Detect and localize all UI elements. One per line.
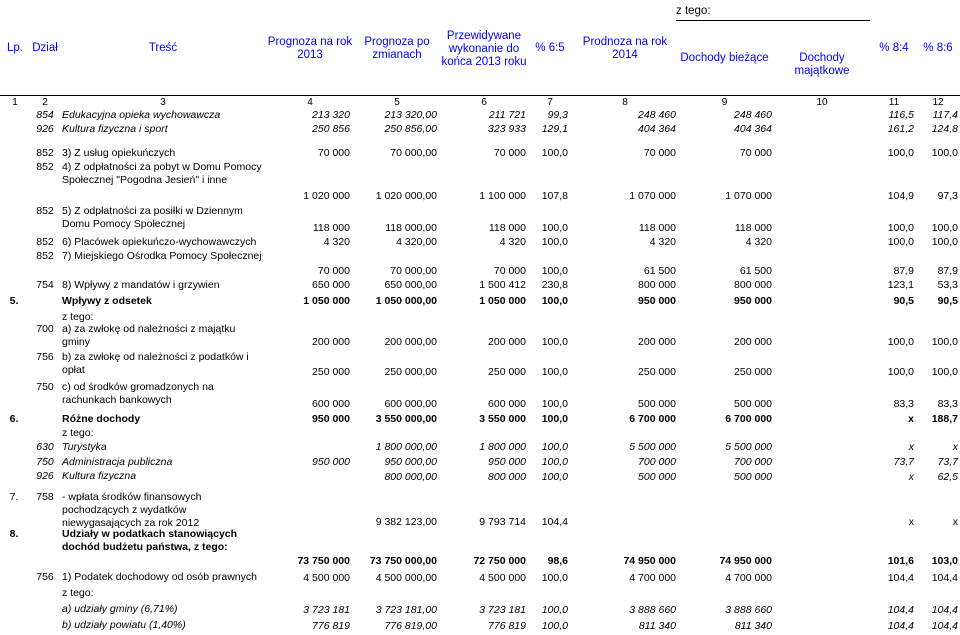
cell-v7: 100,0 <box>541 413 568 425</box>
cell-v9: 500 000 <box>734 398 772 410</box>
cell-name: Wpływy z odsetek <box>62 295 152 307</box>
cell-v4: 1 020 000 <box>303 190 350 202</box>
table-row <box>0 528 960 568</box>
cell-name: 3) Z usług opiekuńczych <box>62 147 176 159</box>
cell-v5: 3 723 181,00 <box>375 604 437 616</box>
cell-v7: 100,0 <box>541 265 568 277</box>
cell-v4: 73 750 000 <box>297 555 350 567</box>
cell-v12: 83,3 <box>937 398 958 410</box>
cell-v11: x <box>908 516 914 528</box>
cell-v7: 100,0 <box>541 604 568 616</box>
cell-name: a) za zwłokę od należności z majątku gminy <box>62 323 236 348</box>
cell-v4: 250 000 <box>312 366 350 378</box>
cell-lp: 5. <box>9 295 19 307</box>
cell-v12: 188,7 <box>931 413 958 425</box>
cell-dz: 852 <box>36 161 54 173</box>
cell-dz: 852 <box>36 205 54 217</box>
cell-v11: 87,9 <box>893 265 914 277</box>
cell-name: z tego: <box>62 587 94 599</box>
header-pct-6-5: % 6:5 <box>535 42 565 54</box>
cell-v4: 4 320 <box>323 236 350 248</box>
cell-v11: x <box>908 471 914 483</box>
header-lp: Lp. <box>7 42 23 54</box>
header-dzial: Dział <box>32 42 58 54</box>
cell-v5: 70 000,00 <box>390 265 437 277</box>
col-num: 2 <box>42 97 48 108</box>
cell-v5: 1 800 000,00 <box>375 441 437 453</box>
cell-v5: 4 500 000,00 <box>375 572 437 584</box>
cell-v5: 9 382 123,00 <box>375 516 437 528</box>
cell-v8: 250 000 <box>638 366 676 378</box>
cell-v6: 1 050 000 <box>479 295 526 307</box>
cell-v6: 4 500 000 <box>479 572 526 584</box>
cell-v8: 5 500 000 <box>629 441 676 453</box>
cell-v5: 800 000,00 <box>384 471 437 483</box>
header-dochody-biezace: Dochody bieżące <box>680 52 769 64</box>
cell-v8: 950 000 <box>638 295 676 307</box>
cell-v11: 101,6 <box>887 555 914 567</box>
cell-dz: 756 <box>36 351 54 363</box>
cell-name: Turystyka <box>62 441 107 453</box>
table-row <box>0 413 960 425</box>
cell-name: c) od środków gromadzonych na rachunkach bankowych <box>62 381 214 406</box>
cell-v5: 250 856,00 <box>384 123 437 135</box>
col-num: 11 <box>888 97 900 108</box>
table-row <box>0 323 960 349</box>
cell-v11: 73,7 <box>893 456 914 468</box>
cell-v5: 73 750 000,00 <box>369 555 437 567</box>
cell-v8: 800 000 <box>638 279 676 291</box>
cell-v9: 500 000 <box>734 471 772 483</box>
cell-v6: 118 000 <box>488 222 526 234</box>
cell-v12: 90,5 <box>937 295 958 307</box>
cell-v6: 250 000 <box>488 366 526 378</box>
cell-v9: 200 000 <box>734 336 772 348</box>
cell-v4: 213 320 <box>312 109 350 121</box>
cell-v8: 248 460 <box>638 109 676 121</box>
cell-v8: 3 888 660 <box>629 604 676 616</box>
cell-v9: 5 500 000 <box>725 441 772 453</box>
cell-v11: 100,0 <box>887 222 914 234</box>
cell-v7: 100,0 <box>541 366 568 378</box>
cell-v12: 73,7 <box>937 456 958 468</box>
table-row <box>0 456 960 468</box>
cell-v11: 104,4 <box>887 620 914 632</box>
header-z-tego: z tego: <box>676 5 711 17</box>
cell-dz: 926 <box>36 470 54 482</box>
cell-v6: 3 723 181 <box>479 604 526 616</box>
cell-v11: 116,5 <box>888 109 914 121</box>
col-num: 10 <box>816 97 828 108</box>
table-row <box>0 381 960 411</box>
table-row <box>0 311 960 323</box>
cell-v7: 104,4 <box>541 516 568 528</box>
cell-v9: 61 500 <box>739 265 772 277</box>
cell-v8: 61 500 <box>643 265 676 277</box>
cell-v6: 1 500 412 <box>479 279 526 291</box>
cell-name: Edukacyjna opieka wychowawcza <box>62 109 221 121</box>
cell-v7: 100,0 <box>541 471 568 483</box>
cell-name: 7) Miejskiego Ośrodka Pomocy Społecznej <box>62 250 262 262</box>
cell-v7: 100,0 <box>541 456 568 468</box>
header-przewidywane: Przewidywane wykonanie do końca 2013 roku <box>441 30 527 68</box>
table-header <box>0 0 960 96</box>
cell-v6: 323 933 <box>488 123 526 135</box>
cell-v6: 600 000 <box>488 398 526 410</box>
cell-name: 8) Wpływy z mandatów i grzywien <box>62 279 220 291</box>
cell-v6: 3 550 000 <box>479 413 526 425</box>
cell-v8: 4 700 000 <box>629 572 676 584</box>
cell-v8: 200 000 <box>638 336 676 348</box>
cell-v11: 90,5 <box>893 295 914 307</box>
col-num: 8 <box>622 97 628 108</box>
table-row <box>0 619 960 633</box>
cell-v5: 250 000,00 <box>384 366 437 378</box>
table-row <box>0 161 960 203</box>
cell-v5: 213 320,00 <box>384 109 437 121</box>
cell-v8: 1 070 000 <box>629 190 676 202</box>
cell-v8: 4 320 <box>649 236 676 248</box>
cell-v4: 250 856 <box>312 123 350 135</box>
cell-v12: 62,5 <box>937 471 958 483</box>
cell-v12: 104,4 <box>931 572 958 584</box>
col-num: 9 <box>721 97 728 108</box>
cell-v4: 1 050 000 <box>303 295 350 307</box>
cell-v12: 124,8 <box>931 123 958 135</box>
cell-v4: 600 000 <box>312 398 350 410</box>
cell-v12: 104,4 <box>931 620 958 632</box>
cell-dz: 750 <box>36 456 54 468</box>
cell-v9: 4 320 <box>745 236 772 248</box>
cell-v6: 1 100 000 <box>479 190 526 202</box>
cell-v11: 123,1 <box>887 279 914 291</box>
cell-v7: 100,0 <box>541 222 568 234</box>
cell-v4: 950 000 <box>312 456 350 468</box>
table-body <box>0 109 960 635</box>
table-row <box>0 123 960 135</box>
cell-v12: 100,0 <box>931 236 958 248</box>
col-num: 3 <box>160 97 166 108</box>
cell-name: Administracja publiczna <box>62 456 173 468</box>
table-row <box>0 441 960 453</box>
table-row <box>0 109 960 121</box>
header-pct-8-6: % 8:6 <box>923 42 953 54</box>
cell-v4: 118 000 <box>312 222 350 234</box>
cell-v5: 118 000,00 <box>385 222 437 234</box>
cell-name: 5) Z odpłatności za posiłki w Dziennym Domu Pomocy Społecznej <box>62 205 243 230</box>
cell-dz: 852 <box>36 236 54 248</box>
cell-v6: 1 800 000 <box>479 441 526 453</box>
col-num: 4 <box>307 97 313 108</box>
cell-v4: 3 723 181 <box>303 604 350 616</box>
cell-v7: 100,0 <box>541 147 568 159</box>
header-pct-8-4: % 8:4 <box>879 42 909 54</box>
cell-name: 6) Placówek opiekuńczo-wychowawczych <box>62 236 257 248</box>
cell-lp: 8. <box>9 528 19 540</box>
cell-v12: 103,0 <box>931 555 958 567</box>
cell-v9: 118 000 <box>734 222 772 234</box>
cell-v8: 6 700 000 <box>629 413 676 425</box>
cell-v8: 404 364 <box>638 123 676 135</box>
cell-v11: 161,2 <box>887 123 914 135</box>
table-row <box>0 470 960 484</box>
col-num: 5 <box>394 97 400 108</box>
cell-v12: 100,0 <box>931 222 958 234</box>
cell-v9: 250 000 <box>734 366 772 378</box>
cell-v7: 100,0 <box>541 336 568 348</box>
table-row <box>0 603 960 617</box>
table-row <box>0 236 960 248</box>
cell-v11: x <box>908 441 914 453</box>
cell-v8: 74 950 000 <box>623 555 676 567</box>
cell-name: Kultura fizyczna <box>62 470 137 482</box>
cell-v11: 100,0 <box>887 336 914 348</box>
cell-name: z tego: <box>62 427 94 439</box>
cell-v4: 70 000 <box>317 147 350 159</box>
cell-v7: 100,0 <box>541 620 568 632</box>
cell-v12: 104,4 <box>931 604 958 616</box>
cell-name: Kultura fizyczna i sport <box>62 123 168 135</box>
cell-v8: 811 340 <box>638 620 676 632</box>
cell-v4: 950 000 <box>312 413 350 425</box>
table-row <box>0 427 960 439</box>
table-row <box>0 491 960 529</box>
header-prognoza-2013: Prognoza na rok 2013 <box>267 36 353 61</box>
cell-v9: 404 364 <box>734 123 772 135</box>
col-num: 1 <box>12 97 18 108</box>
cell-v5: 70 000,00 <box>390 147 437 159</box>
cell-v4: 776 819 <box>312 620 350 632</box>
cell-v11: 100,0 <box>887 366 914 378</box>
cell-v9: 811 340 <box>734 620 772 632</box>
cell-v7: 100,0 <box>541 441 568 453</box>
cell-v7: 100,0 <box>541 398 568 410</box>
cell-v7: 98,6 <box>547 555 568 567</box>
cell-dz: 854 <box>36 109 54 121</box>
cell-dz: 630 <box>36 441 54 453</box>
cell-v11: x <box>908 413 914 425</box>
cell-v9: 950 000 <box>734 295 772 307</box>
cell-v5: 3 550 000,00 <box>375 413 437 425</box>
cell-name: a) udziały gminy (6,71%) <box>62 603 178 615</box>
cell-name: b) udziały powiatu (1,40%) <box>62 619 186 631</box>
cell-v8: 70 000 <box>643 147 676 159</box>
cell-v5: 200 000,00 <box>384 336 437 348</box>
cell-v7: 100,0 <box>541 295 568 307</box>
cell-v11: 104,9 <box>887 190 914 202</box>
cell-lp: 7. <box>9 491 19 503</box>
cell-v12: x <box>952 516 958 528</box>
header-dochody-majatkowe: Dochody majątkowe <box>794 52 850 77</box>
table-row <box>0 250 960 278</box>
cell-v5: 600 000,00 <box>384 398 437 410</box>
cell-v5: 950 000,00 <box>384 456 437 468</box>
cell-v7: 100,0 <box>541 572 568 584</box>
cell-v5: 1 020 000,00 <box>375 190 437 202</box>
header-tresc: Treść <box>148 42 178 54</box>
cell-v9: 248 460 <box>734 109 772 121</box>
cell-v11: 104,4 <box>887 604 914 616</box>
col-num: 7 <box>547 97 553 108</box>
cell-v12: 100,0 <box>931 147 958 159</box>
cell-v9: 700 000 <box>734 456 772 468</box>
cell-v4: 4 500 000 <box>303 572 350 584</box>
cell-dz: 926 <box>36 123 54 135</box>
cell-v7: 230,8 <box>541 279 568 291</box>
cell-v11: 83,3 <box>893 398 914 410</box>
cell-v6: 776 819 <box>488 620 526 632</box>
cell-v9: 4 700 000 <box>725 572 772 584</box>
cell-dz: 852 <box>36 147 54 159</box>
cell-name: b) za zwłokę od należności z podatków i opłat <box>62 351 249 376</box>
cell-v6: 200 000 <box>488 336 526 348</box>
cell-v4: 650 000 <box>312 279 350 291</box>
cell-v9: 1 070 000 <box>725 190 772 202</box>
cell-v6: 72 750 000 <box>473 555 526 567</box>
cell-v8: 118 000 <box>638 222 676 234</box>
cell-v12: 117,4 <box>932 109 958 121</box>
cell-v6: 70 000 <box>493 265 526 277</box>
cell-name: Różne dochody <box>62 413 141 425</box>
cell-name: 1) Podatek dochodowy od osób prawnych <box>62 571 257 583</box>
cell-v7: 100,0 <box>541 236 568 248</box>
cell-v9: 70 000 <box>739 147 772 159</box>
cell-v6: 9 793 714 <box>479 516 526 528</box>
cell-dz: 852 <box>36 250 54 262</box>
cell-v6: 70 000 <box>493 147 526 159</box>
cell-v5: 650 000,00 <box>384 279 437 291</box>
cell-v7: 129,1 <box>541 123 568 135</box>
cell-v11: 104,4 <box>887 572 914 584</box>
cell-v9: 3 888 660 <box>725 604 772 616</box>
cell-v5: 776 819,00 <box>384 620 437 632</box>
cell-v6: 800 000 <box>488 471 526 483</box>
table-row <box>0 571 960 585</box>
table-row <box>0 205 960 235</box>
cell-v11: 100,0 <box>887 147 914 159</box>
cell-v7: 99,3 <box>547 109 568 121</box>
cell-name: 4) Z odpłatności za pobyt w Domu Pomocy Społecznej "Pogodna Jesień" i inne <box>62 161 262 186</box>
header-prognoza-po-zmianach: Prognoza po zmianach <box>364 36 430 61</box>
cell-v8: 500 000 <box>638 398 676 410</box>
cell-v5: 4 320,00 <box>396 236 437 248</box>
cell-v7: 107,8 <box>541 190 568 202</box>
header-prognoza-2014: Prodnoza na rok 2014 <box>582 36 668 61</box>
cell-lp: 6. <box>9 413 19 425</box>
table-row <box>0 587 960 601</box>
cell-v12: 53,3 <box>937 279 958 291</box>
cell-v12: 87,9 <box>937 265 958 277</box>
cell-dz: 754 <box>36 279 54 291</box>
cell-dz: 700 <box>36 323 54 335</box>
col-num: 12 <box>932 97 944 108</box>
cell-v9: 74 950 000 <box>719 555 772 567</box>
col-num: 6 <box>481 97 487 108</box>
cell-v9: 6 700 000 <box>725 413 772 425</box>
cell-v6: 4 320 <box>499 236 526 248</box>
cell-dz: 756 <box>36 571 54 583</box>
cell-v6: 950 000 <box>488 456 526 468</box>
cell-v12: 100,0 <box>931 366 958 378</box>
cell-name: - wpłata środków finansowych pochodzących z wydatków niewygasających za rok 2012 <box>62 491 202 529</box>
cell-name: Udziały w podatkach stanowiących dochód budżetu państwa, z tego: <box>62 528 238 553</box>
cell-v12: 97,3 <box>937 190 958 202</box>
cell-v12: x <box>952 441 958 453</box>
table-row <box>0 351 960 379</box>
cell-v5: 1 050 000,00 <box>375 295 437 307</box>
table-row <box>0 295 960 307</box>
cell-v4: 70 000 <box>317 265 350 277</box>
cell-dz: 758 <box>36 491 54 503</box>
cell-v6: 211 721 <box>488 109 526 121</box>
cell-v12: 100,0 <box>931 336 958 348</box>
cell-name: z tego: <box>62 311 94 323</box>
cell-dz: 750 <box>36 381 54 393</box>
table-row <box>0 147 960 159</box>
cell-v11: 100,0 <box>887 236 914 248</box>
cell-v8: 700 000 <box>638 456 676 468</box>
cell-v4: 200 000 <box>312 336 350 348</box>
column-number-row <box>0 97 960 109</box>
table-row <box>0 279 960 291</box>
cell-v9: 800 000 <box>734 279 772 291</box>
cell-v8: 500 000 <box>638 471 676 483</box>
